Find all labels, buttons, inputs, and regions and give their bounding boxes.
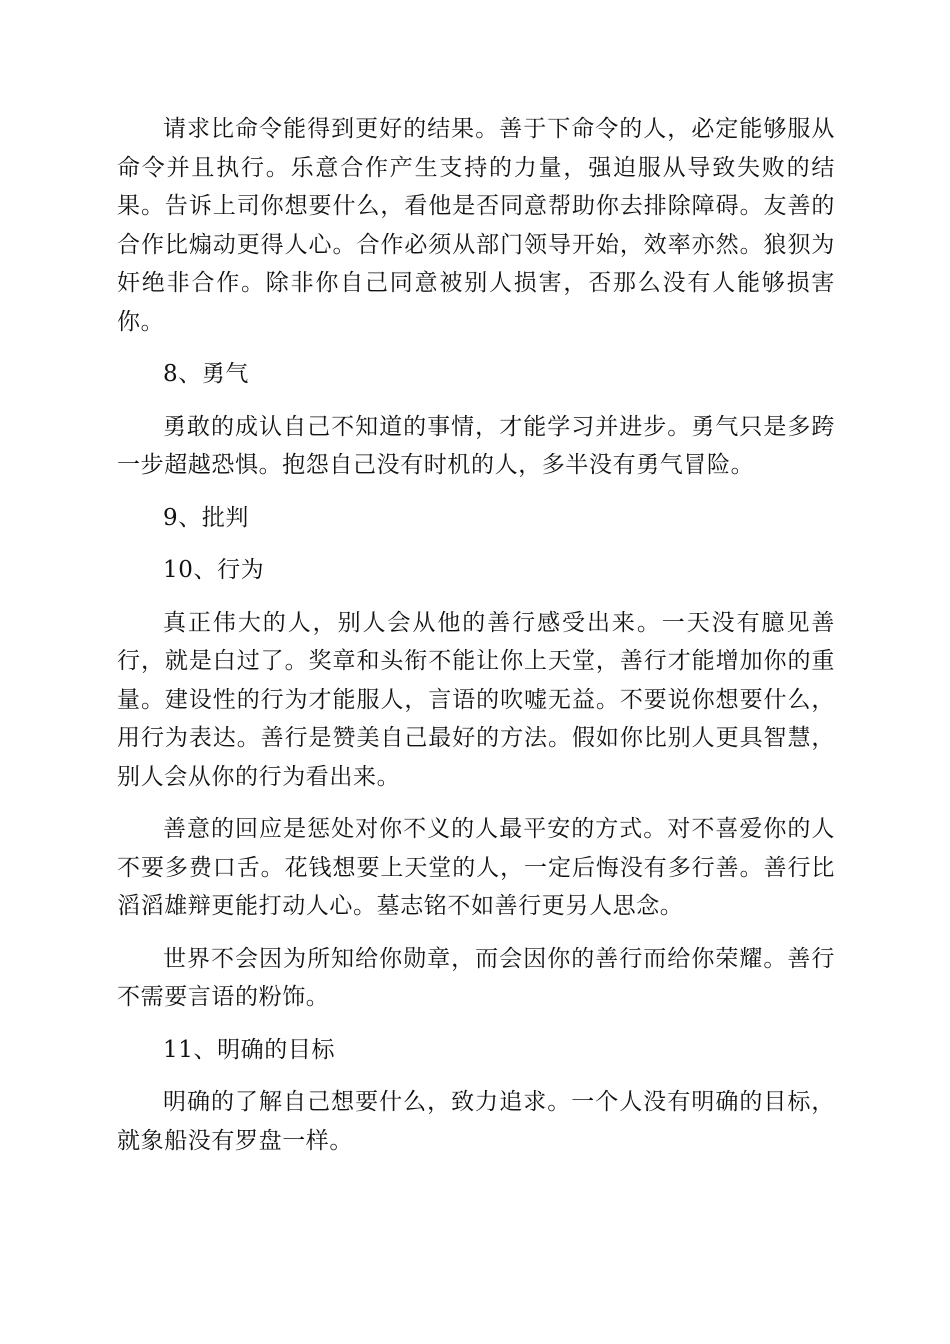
paragraph-behavior-3: 世界不会因为所知给你勋章，而会因你的善行而给你荣耀。善行不需要言语的粉饰。: [117, 945, 835, 1010]
section-heading-clear-goal: 11、明确的目标: [163, 1036, 336, 1063]
paragraph-courage: 勇敢的成认自己不知道的事情，才能学习并进步。勇气只是多跨一步超越恐惧。抱怨自己没有时机的人，多半没有勇气冒险。: [117, 413, 835, 478]
paragraph-behavior-1: 真正伟大的人，别人会从他的善行感受出来。一天没有臆见善行，就是白过了。奖章和头衔不能让你上天堂，善行才能增加你的重量。建设性的行为才能服人，言语的吹嘘无益。不要说你想要什么，用行为表达。善行是赞美自己最好的方法。假如你比别人更具智慧，别人会从你的行为看出来。: [117, 609, 835, 790]
document-page: [117, 110, 835, 1174]
section-heading-criticism: 9、批判: [163, 504, 250, 531]
paragraph-clear-goal: 明确的了解自己想要什么，致力追求。一个人没有明确的目标，就象船没有罗盘一样。: [117, 1089, 835, 1154]
section-heading-courage: 8、勇气: [163, 361, 250, 387]
paragraph-cooperation: 请求比命令能得到更好的结果。善于下命令的人，必定能够服从命令并且执行。乐意合作产生支持的力量，强迫服从导致失败的结果。告诉上司你想要什么，看他是否同意帮助你去排除障碍。友善的合作比煽动更得人心。合作必须从部门领导开始，效率亦然。狼狈为奸绝非合作。除非你自己同意被别人损害，否那么没有人能够损害你。: [117, 116, 835, 335]
paragraph-behavior-2: 善意的回应是惩处对你不义的人最平安的方式。对不喜爱你的人不要多费口舌。花钱想要上天堂的人，一定后悔没有多行善。善行比滔滔雄辩更能打动人心。墓志铭不如善行更另人思念。: [117, 816, 835, 919]
section-heading-behavior: 10、行为: [163, 557, 265, 583]
